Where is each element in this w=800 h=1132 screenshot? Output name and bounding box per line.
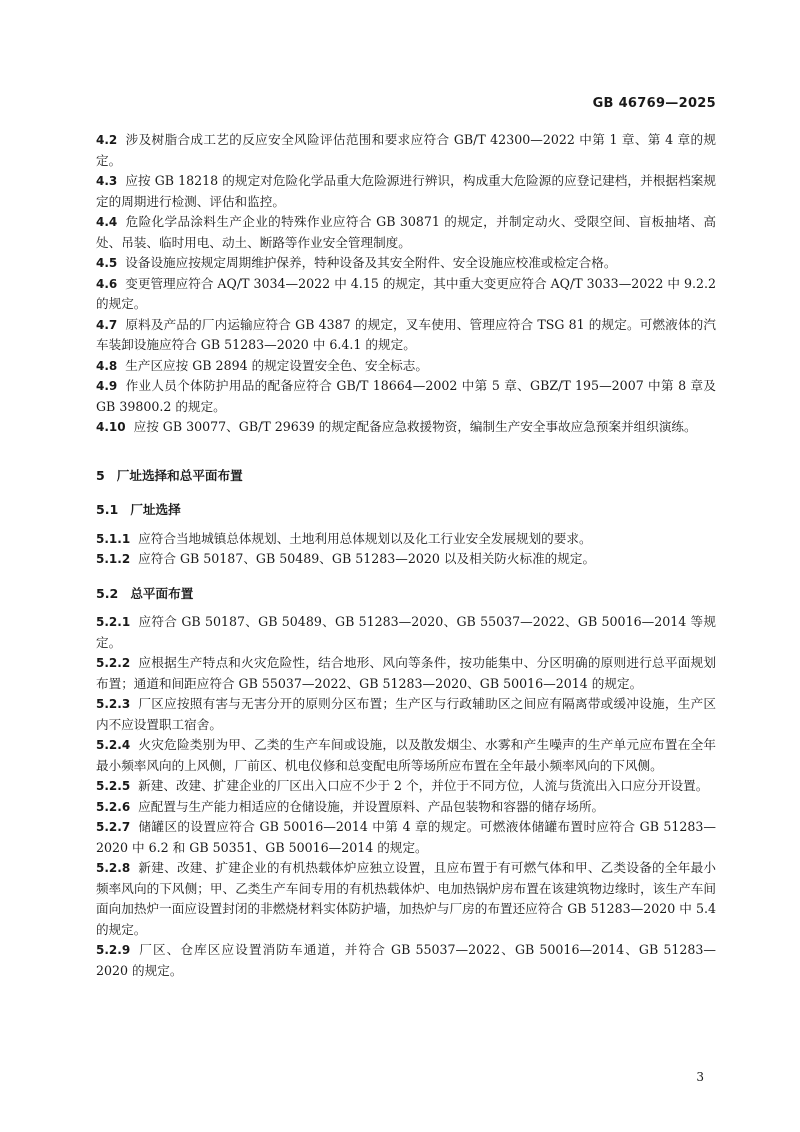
document-body <box>96 130 716 981</box>
clause-number: 4.5 <box>96 256 118 270</box>
clause-4-2 <box>96 130 716 171</box>
clause-text: 应根据生产特点和火灾危险性，结合地形、风向等条件，按功能集中、分区明确的原则进行总平面规划布置；通道和间距应符合 GB 55037—2022、GB 51283—2020、GB 50016—2014 的规定。 <box>96 655 716 691</box>
clause-number: 5.2.3 <box>96 697 131 711</box>
clause-5-2-2 <box>96 653 716 694</box>
clause-number: 5.2.2 <box>96 656 131 670</box>
section-5-1-heading <box>96 500 716 521</box>
clause-text: 生产区应按 GB 2894 的规定设置安全色、安全标志。 <box>125 357 428 373</box>
clause-4-9 <box>96 376 716 417</box>
clause-text: 涉及树脂合成工艺的反应安全风险评估范围和要求应符合 GB/T 42300—2022 中第 1 章、第 4 章的规定。 <box>96 132 716 168</box>
section-5-heading <box>96 466 716 487</box>
clause-number: 4.4 <box>96 215 118 229</box>
clause-text: 储罐区的设置应符合 GB 50016—2014 中第 4 章的规定。可燃液体储罐布置时应符合 GB 51283—2020 中 6.2 和 GB 50351、GB 50016—2014 的规定。 <box>96 819 716 855</box>
clause-number: 5.2.7 <box>96 820 131 834</box>
page-number: 3 <box>696 1070 704 1084</box>
clause-number: 5.2.1 <box>96 615 131 629</box>
clause-text: 应按 GB 18218 的规定对危险化学品重大危险源进行辨识，构成重大危险源的应登记建档，并根据档案规定的周期进行检测、评估和监控。 <box>96 173 716 209</box>
clause-text: 设备设施应按规定周期维护保养，特种设备及其安全附件、安全设施应校准或检定合格。 <box>125 255 617 270</box>
clause-text: 应按 GB 30077、GB/T 29639 的规定配备应急救援物资，编制生产安全事故应急预案并组织演练。 <box>133 419 697 434</box>
clause-4-7 <box>96 315 716 356</box>
clause-number: 5.2.5 <box>96 779 131 793</box>
clause-5-2-7 <box>96 817 716 858</box>
clause-number: 4.3 <box>96 174 118 188</box>
clause-text: 应符合当地城镇总体规划、土地利用总体规划以及化工行业安全发展规划的要求。 <box>138 530 592 546</box>
section-number: 5.2 <box>96 585 119 601</box>
section-title: 厂址选择 <box>130 502 181 517</box>
clause-5-1-2 <box>96 549 716 570</box>
clause-text: 厂区应按照有害与无害分开的原则分区布置；生产区与行政辅助区之间应有隔离带或缓冲设施，生产区内不应设置职工宿舍。 <box>96 696 716 732</box>
section-number: 5 <box>96 467 105 483</box>
clause-number: 4.2 <box>96 133 118 147</box>
clause-4-4 <box>96 212 716 253</box>
clause-4-3 <box>96 171 716 212</box>
clause-text: 危险化学品涂料生产企业的特殊作业应符合 GB 30871 的规定，并制定动火、受限空间、盲板抽堵、高处、吊装、临时用电、动土、断路等作业安全管理制度。 <box>96 214 716 250</box>
clause-4-8 <box>96 356 716 377</box>
section-title: 总平面布置 <box>130 585 194 601</box>
clause-text: 应符合 GB 50187、GB 50489、GB 51283—2020、GB 55037—2022、GB 50016—2014 等规定。 <box>96 614 716 650</box>
section-number: 5.1 <box>96 502 119 517</box>
clause-text: 新建、改建、扩建企业的厂区出入口应不少于 2 个，并位于不同方位，人流与货流出入口应分开设置。 <box>138 778 709 793</box>
clause-5-2-6 <box>96 797 716 818</box>
clause-number: 4.10 <box>96 420 126 434</box>
section-5-2-heading <box>96 584 716 605</box>
clause-4-5 <box>96 253 716 274</box>
standard-code: GB 46769—2025 <box>592 96 716 111</box>
clause-number: 4.9 <box>96 379 118 393</box>
clause-5-2-5 <box>96 776 716 797</box>
clause-text: 厂区、仓库区应设置消防车通道，并符合 GB 55037—2022、GB 50016—2014、GB 51283—2020 的规定。 <box>96 942 716 978</box>
clause-5-2-4 <box>96 735 716 776</box>
clause-text: 原料及产品的厂内运输应符合 GB 4387 的规定，叉车使用、管理应符合 TSG 81 的规定。可燃液体的汽车装卸设施应符合 GB 51283—2020 中 6.4.1 的规定。 <box>96 316 716 352</box>
clause-text: 新建、改建、扩建企业的有机热载体炉应独立设置，且应布置于有可燃气体和甲、乙类设备的全年最小频率风向的下风侧；甲、乙类生产车间专用的有机热载体炉、电加热锅炉房布置在该建筑物边缘时，该生产车间面向加热炉一面应设置封闭的非燃烧材料实体防护墙，加热炉与厂房的布置还应符合 GB 51283—2020 中 5.4 的规定。 <box>96 860 716 937</box>
clause-5-2-8 <box>96 858 716 940</box>
clause-5-2-9 <box>96 940 716 981</box>
clause-5-2-3 <box>96 694 716 735</box>
clause-number: 5.2.4 <box>96 738 131 752</box>
clause-number: 5.2.6 <box>96 799 131 814</box>
clause-text: 应配置与生产能力相适应的仓储设施，并设置原料、产品包装物和容器的储存场所。 <box>138 798 605 814</box>
clause-number: 4.7 <box>96 317 118 332</box>
clause-number: 5.1.1 <box>96 531 131 546</box>
clause-4-6 <box>96 274 716 315</box>
clause-5-1-1 <box>96 529 716 550</box>
clause-text: 火灾危险类别为甲、乙类的生产车间或设施，以及散发烟尘、水雾和产生噪声的生产单元应布置在全年最小频率风向的上风侧，厂前区、机电仪修和总变配电所等场所应布置在全年最小频率风向的下风侧。 <box>96 737 716 773</box>
clause-5-2-1 <box>96 612 716 653</box>
clause-number: 4.8 <box>96 358 118 373</box>
section-title: 厂址选择和总平面布置 <box>116 467 243 483</box>
clause-text: 变更管理应符合 AQ/T 3034—2022 中 4.15 的规定，其中重大变更应符合 AQ/T 3033—2022 中 9.2.2 的规定。 <box>96 275 716 311</box>
clause-number: 5.2.9 <box>96 943 131 957</box>
clause-number: 4.6 <box>96 276 118 291</box>
clause-number: 5.2.8 <box>96 861 131 875</box>
clause-text: 作业人员个体防护用品的配备应符合 GB/T 18664—2002 中第 5 章、GBZ/T 195—2007 中第 8 章及 GB 39800.2 的规定。 <box>96 378 716 414</box>
clause-4-10 <box>96 417 716 438</box>
clause-number: 5.1.2 <box>96 552 131 566</box>
clause-text: 应符合 GB 50187、GB 50489、GB 51283—2020 以及相关防火标准的规定。 <box>138 551 596 566</box>
